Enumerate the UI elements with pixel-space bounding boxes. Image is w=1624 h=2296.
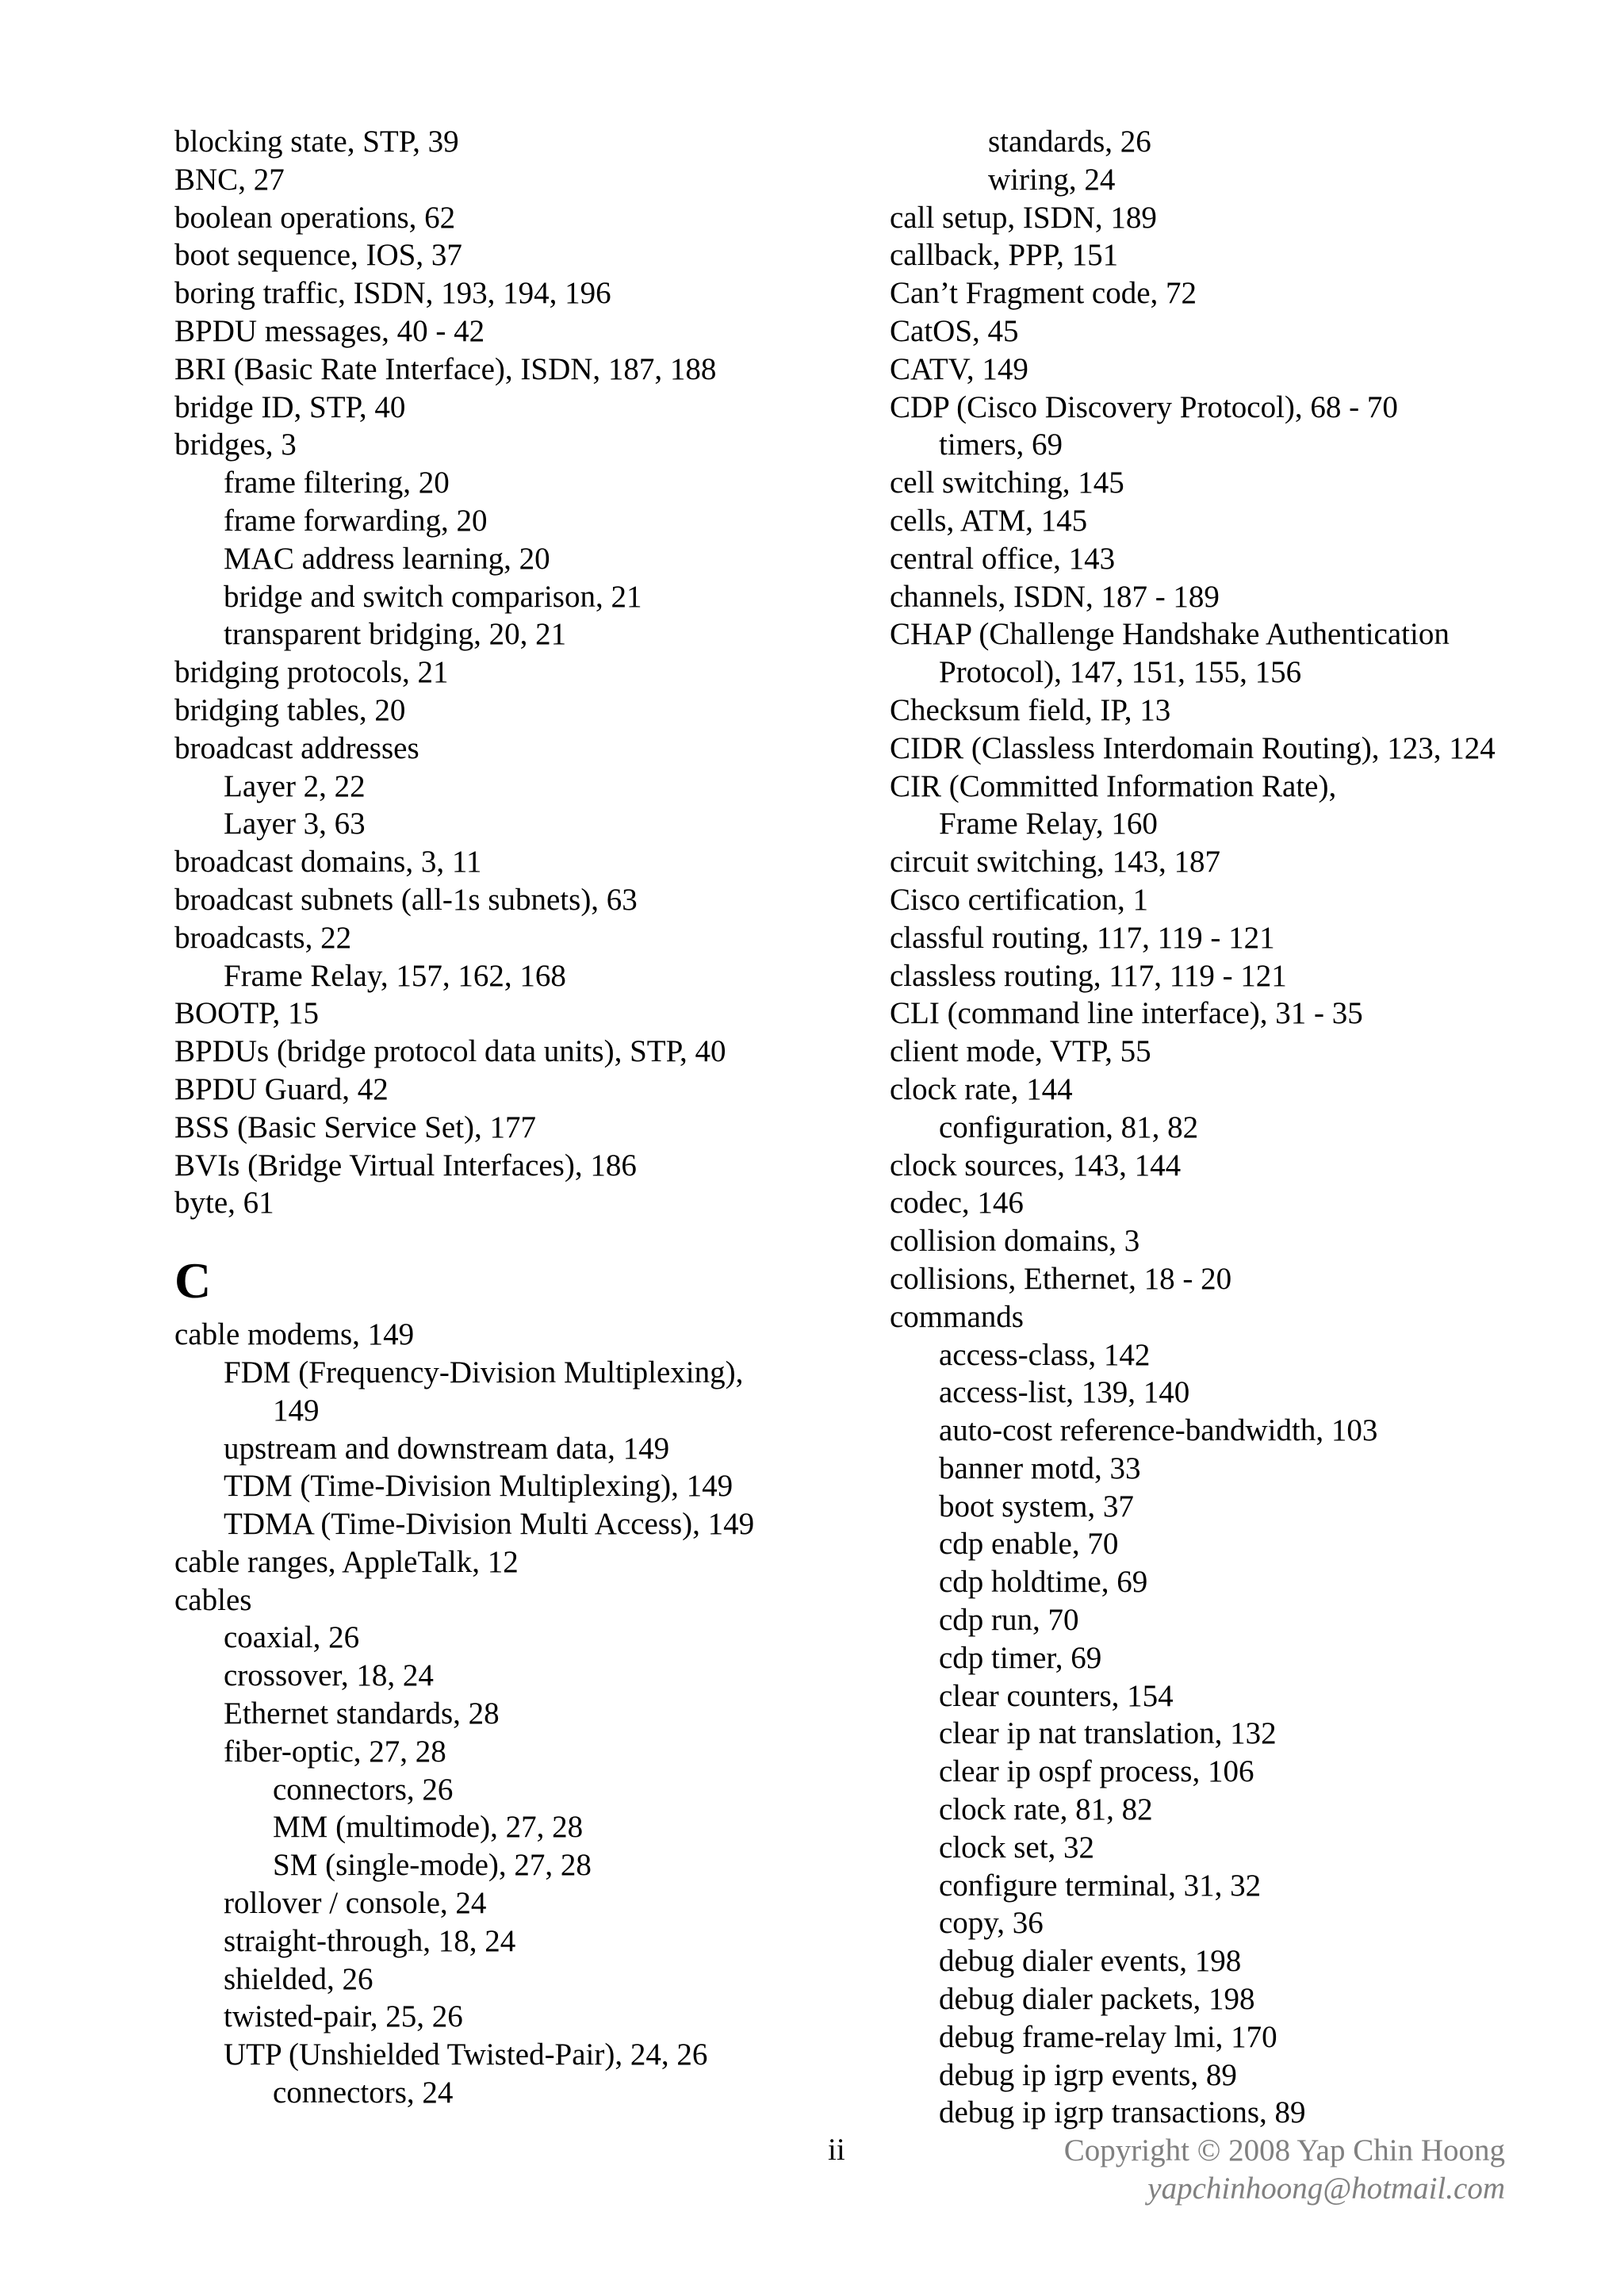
index-entry: circuit switching, 143, 187 [890,845,1221,880]
index-entry: classless routing, 117, 119 - 121 [890,958,1287,993]
author-email: yapchinhoong@hotmail.com [1147,2171,1505,2206]
index-entry: collision domains, 3 [890,1224,1140,1259]
index-entry: CATV, 149 [890,351,1028,386]
index-entry: bridging tables, 20 [174,692,406,727]
index-entry: cable modems, 149 [174,1317,415,1352]
index-subentry: clock set, 32 [939,1830,1095,1865]
index-entry: BNC, 27 [174,162,285,197]
index-subentry: debug dialer events, 198 [939,1944,1242,1979]
index-subentry: UTP (Unshielded Twisted-Pair), 24, 26 [224,2037,708,2072]
index-subentry: debug dialer packets, 198 [939,1982,1255,2017]
index-subentry: 149 [273,1393,320,1428]
index-subentry: copy, 36 [939,1906,1044,1941]
index-subentry: transparent bridging, 20, 21 [224,617,567,652]
index-subentry: SM (single-mode), 27, 28 [273,1848,592,1883]
index-entry: BVIs (Bridge Virtual Interfaces), 186 [174,1148,637,1182]
index-entry: BPDU Guard, 42 [174,1071,389,1106]
index-entry: bridging protocols, 21 [174,655,449,690]
index-entry: broadcast subnets (all-1s subnets), 63 [174,882,638,917]
index-subentry: straight-through, 18, 24 [224,1923,516,1958]
index-subentry: fiber-optic, 27, 28 [224,1734,446,1769]
index-subentry: configure terminal, 31, 32 [939,1868,1262,1903]
index-subentry: twisted-pair, 25, 26 [224,1999,463,2034]
index-entry: commands [890,1299,1024,1334]
index-entry: broadcast addresses [174,730,419,765]
index-subentry: cdp run, 70 [939,1603,1079,1638]
index-subentry: MAC address learning, 20 [224,541,550,576]
index-entry: bridges, 3 [174,427,297,462]
index-subentry: cdp enable, 70 [939,1527,1119,1562]
index-entry: callback, PPP, 151 [890,238,1119,273]
index-subentry: connectors, 26 [273,1772,454,1807]
index-subentry: bridge and switch comparison, 21 [224,579,642,614]
index-entry: CHAP (Challenge Handshake Authentication [890,617,1450,652]
index-subentry: connectors, 24 [273,2076,454,2110]
index-subentry: auto-cost reference-bandwidth, 103 [939,1413,1378,1448]
index-entry: codec, 146 [890,1186,1024,1221]
index-entry: central office, 143 [890,541,1116,576]
index-subentry: cdp holdtime, 69 [939,1565,1148,1600]
index-entry: cell switching, 145 [890,466,1124,500]
index-entry: boring traffic, ISDN, 193, 194, 196 [174,276,611,311]
index-subentry: frame forwarding, 20 [224,503,488,538]
index-entry: Cisco certification, 1 [890,882,1148,917]
index-column-right [890,123,1603,2132]
index-subentry: debug ip igrp events, 89 [939,2057,1237,2092]
index-column-left [174,123,856,2112]
index-subentry: crossover, 18, 24 [224,1658,434,1693]
index-entry: boolean operations, 62 [174,200,456,235]
index-entry: CIDR (Classless Interdomain Routing), 123, 124 [890,730,1496,765]
index-subentry: coaxial, 26 [224,1620,360,1655]
index-subentry: boot system, 37 [939,1489,1134,1524]
index-subentry: frame filtering, 20 [224,466,450,500]
index-entry: BOOTP, 15 [174,996,320,1031]
index-entry: CIR (Committed Information Rate), [890,769,1337,803]
index-subentry: TDM (Time-Division Multiplexing), 149 [224,1469,733,1504]
index-subentry: Frame Relay, 157, 162, 168 [224,958,566,993]
index-subentry: Layer 3, 63 [224,807,366,841]
index-entry: Checksum field, IP, 13 [890,692,1171,727]
copyright-text: Copyright © 2008 Yap Chin Hoong [1063,2133,1505,2168]
index-subentry: MM (multimode), 27, 28 [273,1810,584,1845]
page-number: ii [828,2133,845,2167]
index-subentry: Ethernet standards, 28 [224,1696,500,1731]
index-subentry: standards, 26 [988,125,1151,159]
index-entry: CLI (command line interface), 31 - 35 [890,996,1363,1031]
index-subentry: Layer 2, 22 [224,769,366,803]
index-entry: channels, ISDN, 187 - 189 [890,579,1220,614]
index-subentry: rollover / console, 24 [224,1886,487,1921]
index-subentry: clock rate, 81, 82 [939,1792,1153,1827]
index-entry: byte, 61 [174,1186,274,1221]
index-entry: CatOS, 45 [890,313,1019,348]
index-entry: BPDU messages, 40 - 42 [174,313,485,348]
index-entry: blocking state, STP, 39 [174,125,459,159]
index-entry: clock rate, 144 [890,1071,1073,1106]
index-entry: cables [174,1582,252,1617]
index-entry: CDP (Cisco Discovery Protocol), 68 - 70 [890,389,1398,424]
index-entry: clock sources, 143, 144 [890,1148,1182,1182]
index-entry: cable ranges, AppleTalk, 12 [174,1544,519,1579]
copyright-block [1064,2132,1505,2208]
index-entry: cells, ATM, 145 [890,503,1088,538]
index-entry: broadcasts, 22 [174,920,352,955]
index-subentry: timers, 69 [939,427,1063,462]
index-entry: client mode, VTP, 55 [890,1034,1151,1069]
index-entry: boot sequence, IOS, 37 [174,238,462,273]
index-entry: bridge ID, STP, 40 [174,389,406,424]
index-subentry: access-list, 139, 140 [939,1375,1190,1410]
index-subentry: configuration, 81, 82 [939,1110,1199,1144]
index-subentry: FDM (Frequency-Division Multiplexing), [224,1355,744,1389]
index-entry: collisions, Ethernet, 18 - 20 [890,1261,1232,1296]
index-subentry: shielded, 26 [224,1961,373,1996]
index-entry: BSS (Basic Service Set), 177 [174,1110,537,1144]
index-subentry: clear ip ospf process, 106 [939,1754,1254,1789]
index-subentry: wiring, 24 [988,162,1116,197]
index-subentry: Protocol), 147, 151, 155, 156 [939,655,1302,690]
index-subentry: debug frame-relay lmi, 170 [939,2019,1277,2054]
section-heading: C [174,1252,212,1309]
index-subentry: clear ip nat translation, 132 [939,1716,1277,1751]
index-subentry: banner motd, 33 [939,1451,1141,1485]
index-entry: BRI (Basic Rate Interface), ISDN, 187, 188 [174,351,717,386]
index-subentry: access-class, 142 [939,1337,1151,1372]
index-entry: Can’t Fragment code, 72 [890,276,1197,311]
index-entry: broadcast domains, 3, 11 [174,845,482,880]
index-subentry: TDMA (Time-Division Multi Access), 149 [224,1507,755,1542]
index-entry: call setup, ISDN, 189 [890,200,1157,235]
index-subentry: upstream and downstream data, 149 [224,1431,670,1466]
index-entry: BPDUs (bridge protocol data units), STP, 40 [174,1034,726,1069]
index-entry: classful routing, 117, 119 - 121 [890,920,1275,955]
index-subentry: cdp timer, 69 [939,1640,1102,1675]
index-subentry: Frame Relay, 160 [939,807,1158,841]
index-subentry: debug ip igrp transactions, 89 [939,2095,1306,2130]
index-subentry: clear counters, 154 [939,1678,1174,1713]
